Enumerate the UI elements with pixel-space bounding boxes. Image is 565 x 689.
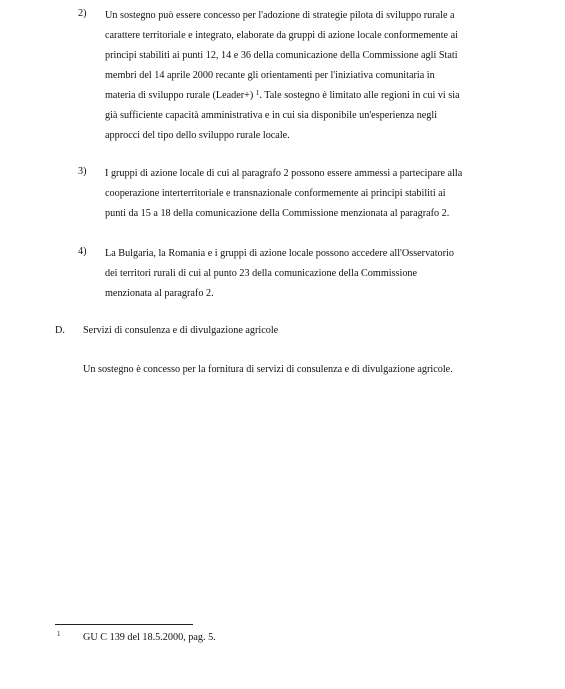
text-line: menzionata al paragrafo 2. (105, 288, 214, 299)
text-line: cooperazione interterritoriale e transnazionale conformemente ai principi stabiliti ai (105, 188, 446, 199)
footnote-divider (55, 624, 193, 625)
section-letter: D. (55, 325, 65, 336)
text-segment: . Tale sostegno è limitato alle regioni in cui vi sia (259, 90, 460, 101)
text-line: carattere territoriale e integrato, elaborate da gruppi di azione locale conformemente ai (105, 30, 458, 41)
text-line: punti da 15 a 18 della comunicazione della Commissione menzionata al paragrafo 2. (105, 208, 450, 219)
text-line: Un sostegno può essere concesso per l'adozione di strategie pilota di sviluppo rurale a (105, 10, 455, 21)
text-segment: materia di sviluppo rurale (Leader+) (105, 90, 256, 101)
item-number: 4) (78, 246, 87, 257)
text-line: I gruppi di azione locale di cui al paragrafo 2 possono essere ammessi a partecipare alla (105, 168, 463, 179)
item-number: 2) (78, 8, 87, 19)
text-line: dei territori rurali di cui al punto 23 della comunicazione della Commissione (105, 268, 418, 279)
section-title: Servizi di consulenza e di divulgazione agricole (83, 325, 279, 336)
text-line: principi stabiliti ai punti 12, 14 e 36 della comunicazione della Commissione agli Stati (105, 50, 458, 61)
item-number: 3) (78, 166, 87, 177)
item-text (105, 6, 515, 146)
text-line: approcci del tipo dello sviluppo rurale locale. (105, 130, 290, 141)
item-text (105, 164, 515, 224)
footnote-mark: 1 (57, 630, 61, 638)
footnote-text: GU C 139 del 18.5.2000, pag. 5. (83, 632, 216, 643)
text-line: membri del 14 aprile 2000 recante gli orientamenti per l'iniziativa comunitaria in (105, 70, 435, 81)
text-line: La Bulgaria, la Romania e i gruppi di azione locale possono accedere all'Osservatorio (105, 248, 454, 259)
text-line (105, 86, 515, 106)
footnote-reference: 1 (255, 89, 260, 97)
section-body: Un sostegno è concesso per la fornitura di servizi di consulenza e di divulgazione agricole. (83, 364, 453, 375)
item-text (105, 244, 515, 304)
text-line: già sufficiente capacità amministrativa e in cui sia disponibile un'esperienza negli (105, 110, 438, 121)
